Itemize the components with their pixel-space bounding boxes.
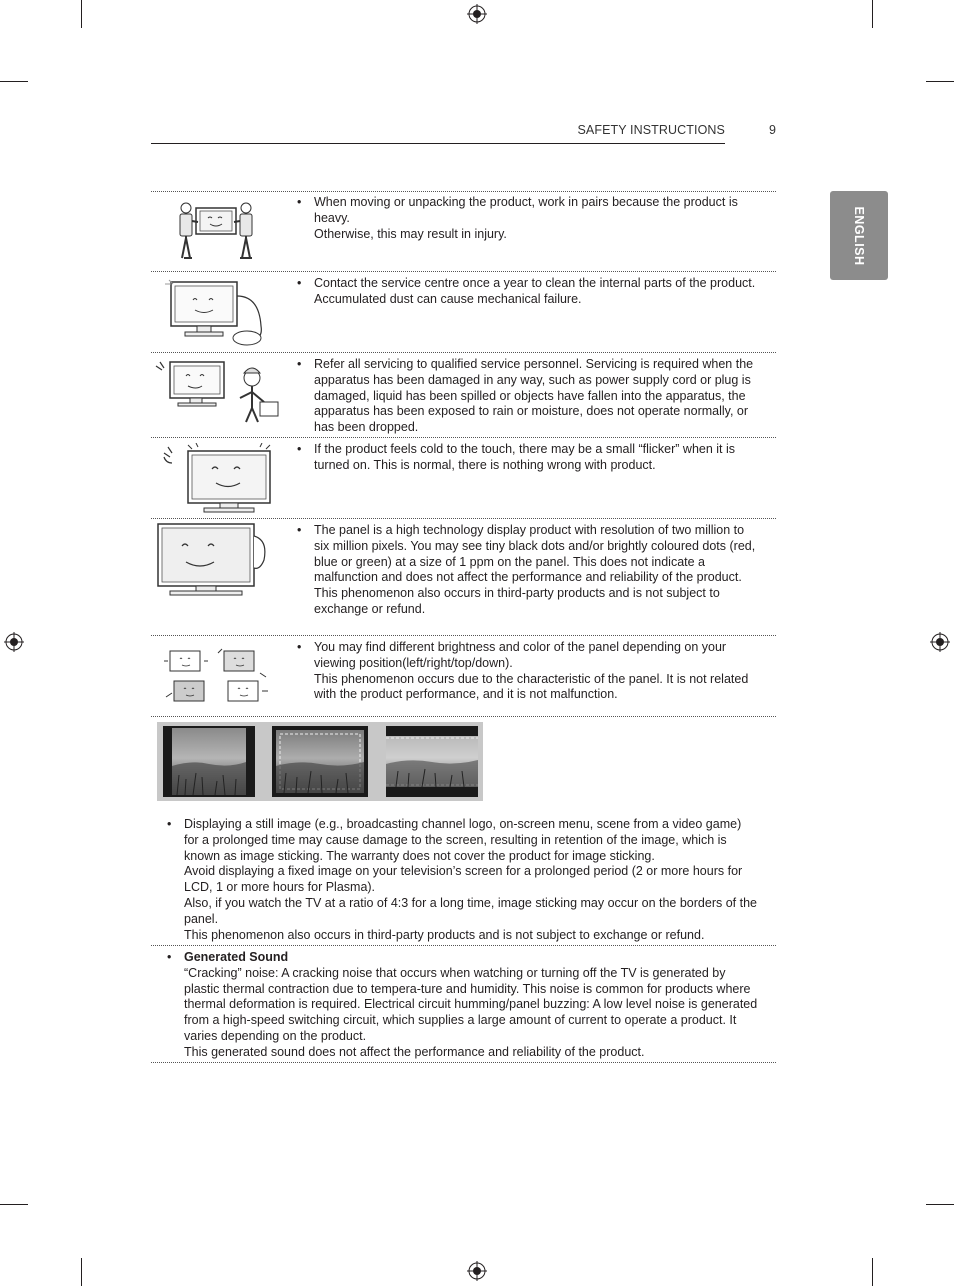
registration-mark-icon (930, 632, 950, 652)
crop-mark (926, 81, 954, 82)
note-text: “Cracking” noise: A cracking noise that occurs when watching or turning off the TV is generated by plastic thermal contraction due to tempera-ture and humidity. This noise is common for products where thermal deformation is required. Electrical circuit humming/panel buzzing: A low level noise is generated from a high-speed switching circuit, which supplies a large amount of current to operate a product. It varies depending on the product. (184, 965, 758, 1043)
crop-mark (872, 0, 873, 28)
generated-sound-title: Generated Sound (184, 950, 289, 964)
safety-item-text: Refer all servicing to qualified service personnel. Servicing is required when the apparatus has been damaged in any way, such as power supply cord or plug is damaged, liquid has been spilled or objects have fallen into the apparatus, the apparatus has been exposed to rain or moisture, does not operate normally, or has been dropped. (314, 357, 754, 435)
note-text: Also, if you watch the TV at a ratio of 4:3 for a long time, image sticking may occur on the borders of the panel. (184, 895, 757, 926)
divider (151, 635, 776, 636)
safety-item (297, 523, 759, 618)
safety-item (297, 357, 759, 436)
divider (151, 352, 776, 353)
safety-item-text: The panel is a high technology display product with resolution of two million to six million pixels. You may see tiny black dots and/or brightly coloured dots (red, blue or green) at a size of 1 ppm on the panel. This does not indicate a malfunction and does not affect the performance and reliability of the product. (314, 523, 756, 585)
safety-item (297, 640, 759, 703)
bullet: • (297, 357, 302, 371)
header-rule (151, 143, 725, 144)
page-number: 9 (769, 123, 776, 137)
safety-item (297, 442, 759, 474)
safety-item-text: This phenomenon occurs due to the characteristic of the panel. It is not related with the product performance, and it is not malfunction. (314, 671, 749, 702)
crop-mark (81, 1258, 82, 1286)
registration-mark-icon (4, 632, 24, 652)
image-sticking-note (167, 817, 759, 943)
note-text: This generated sound does not affect the performance and reliability of the product. (184, 1044, 645, 1059)
tv-viewing-angle-icon (162, 645, 272, 707)
crop-mark (81, 0, 82, 28)
bullet: • (297, 276, 302, 290)
registration-mark-icon (467, 1261, 487, 1281)
divider (151, 1062, 776, 1063)
divider (151, 716, 776, 717)
image-sticking-photo-1 (163, 726, 255, 797)
image-sticking-photo-2 (272, 726, 368, 797)
language-tab-label: ENGLISH (852, 205, 866, 266)
service-technician-icon (152, 358, 282, 428)
divider (151, 271, 776, 272)
safety-item-text: When moving or unpacking the product, work in pairs because the product is heavy. (314, 195, 738, 225)
safety-item-text: You may find different brightness and color of the panel depending on your viewing position(left/right/top/down). (314, 640, 727, 670)
bullet: • (167, 817, 172, 831)
safety-item-text: Otherwise, this may result in injury. (314, 226, 507, 241)
crop-mark (926, 1204, 954, 1205)
bullet: • (297, 195, 302, 209)
divider (151, 191, 776, 192)
image-sticking-photo-3 (386, 726, 478, 797)
bullet: • (167, 950, 172, 964)
two-people-carrying-tv-icon (170, 196, 260, 266)
safety-item-text: Accumulated dust can cause mechanical failure. (314, 291, 582, 306)
divider (151, 518, 776, 519)
divider (151, 437, 776, 438)
generated-sound-note (167, 950, 759, 1061)
safety-item-text: This phenomenon also occurs in third-party products and is not subject to exchange or refund. (314, 586, 720, 616)
safety-item-text: If the product feels cold to the touch, there may be a small “flicker” when it is turned on. This is normal, there is nothing wrong with product. (314, 442, 736, 472)
divider (151, 945, 776, 946)
tv-vacuum-cleaner-icon (163, 276, 273, 348)
safety-item (297, 195, 759, 242)
image-sticking-photo-strip (157, 722, 483, 801)
tv-flicker-icon (158, 443, 276, 515)
crop-mark (0, 1204, 28, 1205)
page-header (151, 122, 776, 146)
section-title: SAFETY INSTRUCTIONS (577, 123, 725, 137)
safety-item-text: Contact the service centre once a year to clean the internal parts of the product. (314, 276, 756, 290)
note-text: Displaying a still image (e.g., broadcasting channel logo, on-screen menu, scene from a video game) for a prolonged time may cause damage to the screen, resulting in retention of the image, which is known as image sticking. The warranty does not cover the product for image sticking. (184, 817, 742, 863)
note-text: Avoid displaying a fixed image on your television’s screen for a prolonged period (2 or more hours for LCD, 1 or more hours for Plasma). (184, 864, 743, 895)
crop-mark (0, 81, 28, 82)
bullet: • (297, 523, 302, 537)
crop-mark (872, 1258, 873, 1286)
registration-mark-icon (467, 4, 487, 24)
language-tab (830, 191, 888, 280)
bullet: • (297, 640, 302, 654)
note-text: This phenomenon also occurs in third-party products and is not subject to exchange or refund. (184, 927, 705, 942)
tv-pixel-dots-icon (156, 522, 274, 600)
bullet: • (297, 442, 302, 456)
safety-item (297, 276, 759, 308)
